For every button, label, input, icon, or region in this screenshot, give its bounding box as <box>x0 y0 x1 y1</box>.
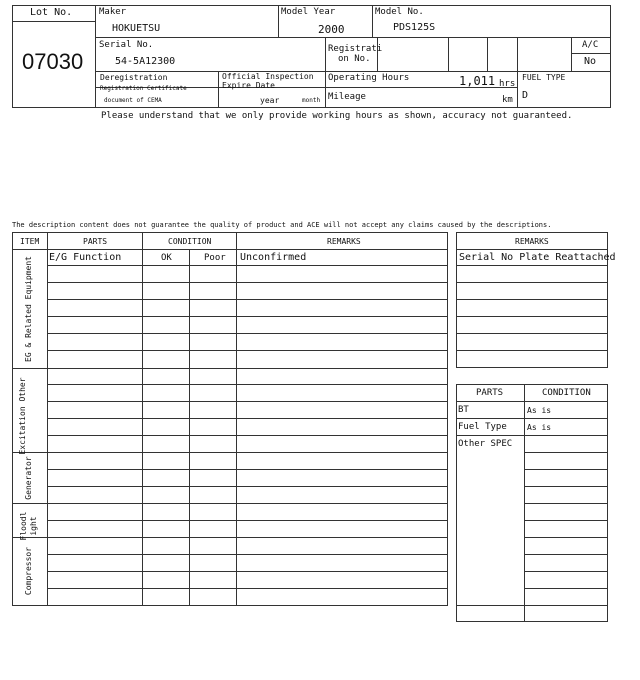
section-compressor-label: Compressor <box>24 546 33 596</box>
right-parts-header: PARTS <box>476 388 504 398</box>
right-remarks-header: REMARKS <box>515 237 549 246</box>
official-inspection-label-1: Official Inspection <box>222 72 314 81</box>
row1-remarks: Unconfirmed <box>240 252 307 263</box>
year-label: year <box>260 96 280 105</box>
fuel-type-value: D <box>522 90 529 101</box>
deregistration-label: Deregistration <box>100 73 168 82</box>
parts-header: PARTS <box>83 237 108 246</box>
model-no-value: PDS125S <box>393 22 436 33</box>
hrs-label: hrs <box>499 79 516 89</box>
item-header: ITEM <box>20 237 40 246</box>
row1-ok: OK <box>161 253 172 263</box>
disclaimer-text: The description content does not guarantee the quality of product and ACE will not accept any claims caused by the descriptions. <box>12 221 552 229</box>
fuel-type-label: FUEL TYPE <box>522 73 566 82</box>
row1-parts: E/G Function <box>49 252 122 263</box>
section-generator-label: Generator <box>24 456 33 500</box>
serial-no-label: Serial No. <box>99 40 154 50</box>
registration-label-2: on No. <box>338 54 371 64</box>
model-year-value: 2000 <box>318 23 345 36</box>
parts-row-condition: As is <box>527 423 552 432</box>
right-remarks-row1: Serial No Plate Reattached <box>459 252 616 263</box>
parts-row-condition: As is <box>527 406 552 415</box>
right-condition-header: CONDITION <box>542 388 591 398</box>
lot-no-label: Lot No. <box>30 7 73 18</box>
parts-row-part: BT <box>458 405 469 415</box>
row1-poor: Poor <box>204 253 226 263</box>
month-label: month <box>302 97 321 104</box>
maker-label: Maker <box>99 7 127 17</box>
model-year-label: Model Year <box>281 7 336 17</box>
parts-row-part: Fuel Type <box>458 422 507 432</box>
ac-value: No <box>584 56 597 67</box>
condition-header: CONDITION <box>168 237 212 246</box>
model-no-label: Model No. <box>375 7 424 17</box>
registration-certificate-label: Registration Certificate <box>100 85 187 92</box>
km-label: km <box>502 95 513 105</box>
document-label: document of CEMA <box>104 97 162 104</box>
notice-text: Please understand that we only provide working hours as shown, accuracy not guaranteed. <box>101 111 573 121</box>
serial-no-value: 54-5A12300 <box>115 56 176 67</box>
parts-row-part: Other SPEC <box>458 439 513 449</box>
section-eg-label: EG & Related Equipment <box>24 256 33 362</box>
registration-label-1: Registrati <box>328 44 383 54</box>
section-floodlight-label: Floodl ight <box>19 511 38 541</box>
remarks-header: REMARKS <box>327 237 361 246</box>
ac-label: A/C <box>582 40 599 50</box>
operating-hours-value: 1,011 <box>459 74 496 88</box>
operating-hours-label: Operating Hours <box>328 73 410 83</box>
maker-value: HOKUETSU <box>112 23 161 34</box>
official-inspection-label-2: Expire Date <box>222 81 275 90</box>
section-excitation-label: Excitation Other <box>18 377 27 455</box>
lot-no-value: 07030 <box>22 49 84 74</box>
mileage-label: Mileage <box>328 92 366 102</box>
